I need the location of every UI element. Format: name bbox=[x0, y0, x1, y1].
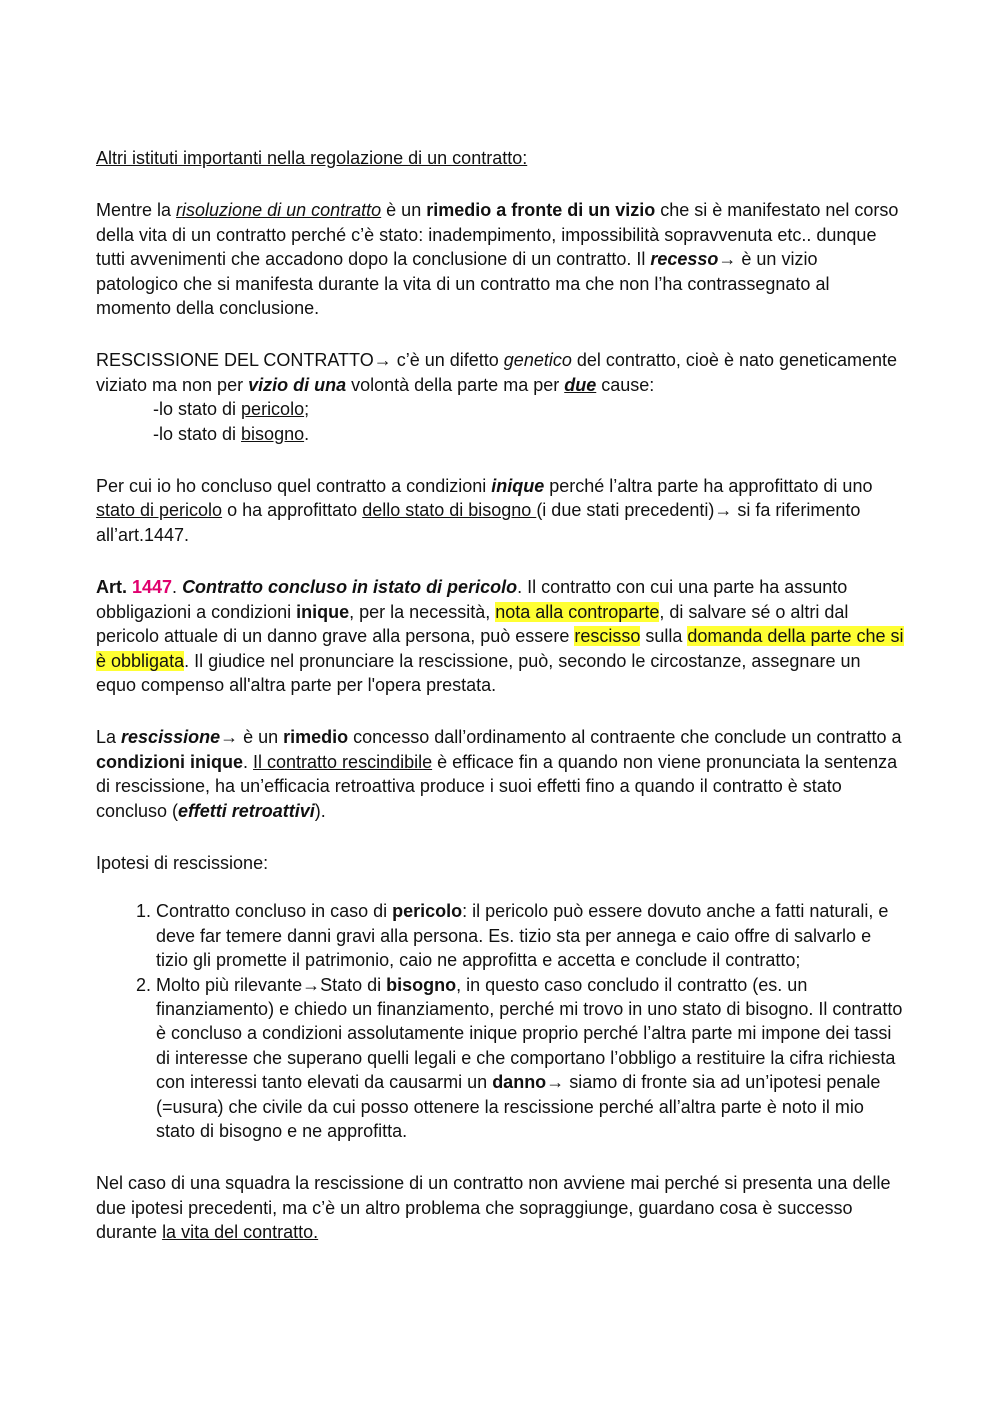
term-rescissione-del-contratto: RESCISSIONE DEL CONTRATTO bbox=[96, 350, 374, 371]
hypotheses-list bbox=[96, 899, 904, 1143]
article-number: 1447 bbox=[132, 577, 173, 598]
text: ; bbox=[304, 399, 310, 420]
text: . Il contratto con cui una parte ha assunto obbligazioni a condizioni bbox=[96, 577, 848, 622]
text: -lo stato di bbox=[153, 399, 242, 420]
arrow-right-icon: → bbox=[302, 974, 321, 995]
arrow-right-icon: → bbox=[714, 500, 733, 521]
term-rescissione: rescissione bbox=[121, 727, 221, 748]
arrow-right-icon: → bbox=[220, 727, 239, 748]
text: volontà della parte ma per bbox=[346, 374, 565, 395]
cause-item-pericolo bbox=[96, 397, 904, 421]
term-recesso: recesso bbox=[650, 249, 719, 270]
term-vizio-di-una: vizio di una bbox=[248, 374, 347, 395]
list-item-bisogno bbox=[156, 973, 904, 1144]
text: , di salvare sé o altri dal pericolo attuale di un danno grave alla persona, può essere bbox=[96, 601, 849, 647]
text: è un bbox=[238, 727, 284, 748]
term-inique: inique bbox=[491, 476, 545, 497]
text: cause: bbox=[596, 374, 655, 395]
text: è un bbox=[381, 200, 427, 221]
term-condizioni-inique: condizioni inique bbox=[96, 751, 243, 772]
term-risoluzione: risoluzione di un contratto bbox=[176, 200, 382, 221]
highlight-rescisso: rescisso bbox=[574, 626, 641, 647]
text: Nel caso di una squadra la rescissione di un contratto non avviene mai perché si presenta una delle due ipotesi precedenti, ma c’è un altro problema che sopraggiunge, guardano cosa è successo durante bbox=[96, 1173, 891, 1243]
term-pericolo: pericolo bbox=[392, 901, 463, 922]
arrow-right-icon: → bbox=[546, 1072, 565, 1093]
text: perché l’altra parte ha approfittato di uno bbox=[544, 476, 873, 497]
text: La bbox=[96, 727, 122, 748]
text: sulla bbox=[640, 626, 688, 647]
cause-item-bisogno bbox=[96, 422, 904, 446]
text: Molto più rilevante bbox=[156, 974, 303, 995]
paragraph-ipotesi-heading: Ipotesi di rescissione: bbox=[96, 852, 269, 873]
highlight-domanda-della-parte: domanda della parte che si è obbligata bbox=[96, 626, 904, 671]
text: o ha approfittato bbox=[222, 500, 363, 521]
term-bisogno: bisogno bbox=[241, 423, 305, 444]
article-title: Contratto concluso in istato di pericolo bbox=[182, 577, 518, 598]
paragraph-squadra bbox=[96, 1171, 904, 1244]
arrow-right-icon: → bbox=[718, 249, 737, 270]
text: , per la necessità, bbox=[349, 601, 496, 622]
text: si fa riferimento all’art.1447. bbox=[96, 500, 861, 545]
term-danno: danno bbox=[492, 1072, 547, 1093]
text: . bbox=[172, 577, 183, 598]
term-inique: inique bbox=[296, 601, 350, 622]
term-stato-di-pericolo: stato di pericolo bbox=[96, 500, 223, 521]
term-rimedio: rimedio bbox=[283, 727, 349, 748]
arrow-right-icon: → bbox=[373, 350, 392, 371]
article-1447 bbox=[96, 575, 904, 697]
text: Contratto concluso in caso di bbox=[156, 901, 393, 922]
text: concesso dall’ordinamento al contraente che conclude un contratto a bbox=[348, 727, 902, 748]
text: Stato di bbox=[320, 974, 387, 995]
text: : il pericolo può essere dovuto anche a fatti naturali, e deve far temere danni gravi alla persona. Es. tizio sta per annega e caio offre di salvarlo e tizio gli promette il patrimonio, caio ne approfitta e accetta e conclude il contratto; bbox=[156, 901, 889, 971]
term-contratto-rescindibile: Il contratto rescindibile bbox=[253, 751, 433, 772]
text: c’è un difetto bbox=[391, 350, 504, 371]
text: . Il giudice nel pronunciare la rescissione, può, secondo le circostanze, assegnare un equo compenso all'altra parte per l'opera prestata. bbox=[96, 650, 861, 695]
text: . bbox=[243, 751, 254, 772]
text: siamo di fronte sia ad un’ipotesi penale (=usura) che civile da cui posso ottenere la rescissione perché all’altra parte è noto il mio stato di bisogno e ne approfitta. bbox=[156, 1072, 881, 1141]
term-due: due bbox=[564, 374, 597, 395]
text: , in questo caso concludo il contratto (es. un finanziamento) e chiedo un finanziamento, perché mi trovo in uno stato di bisogno. Il contratto è concluso a condizioni assolutamente inique proprio perché l’altra parte mi impone dei tassi di interesse che superano quelli legali e che comportano l’obbligo a restituire la cifra richiesta con interessi tanto elevati da causarmi un bbox=[156, 974, 903, 1093]
section-heading: Altri istituti importanti nella regolazione di un contratto: bbox=[96, 148, 528, 168]
article-label: Art. bbox=[96, 577, 132, 598]
text: ). bbox=[314, 800, 326, 821]
list-item-pericolo bbox=[156, 899, 904, 972]
text: Mentre la bbox=[96, 200, 177, 221]
paragraph-risoluzione bbox=[96, 198, 904, 320]
text: . bbox=[304, 423, 310, 444]
term-rimedio: rimedio a fronte di un vizio bbox=[426, 200, 656, 221]
text: del contratto, cioè è nato geneticamente viziato ma non per bbox=[96, 350, 898, 395]
term-bisogno: bisogno bbox=[386, 974, 457, 995]
text: (i due stati precedenti) bbox=[536, 500, 715, 521]
text: -lo stato di bbox=[153, 423, 242, 444]
text: è un vizio patologico che si manifesta durante la vita di un contratto ma che non l’ha contrassegnato al momento della conclusione. bbox=[96, 249, 830, 319]
text: Per cui io ho concluso quel contratto a condizioni bbox=[96, 476, 492, 497]
text: è efficace fin a quando non viene pronunciata la sentenza di rescissione, ha un’efficacia retroattiva produce i suoi effetti fino a quando il contratto è stato concluso ( bbox=[96, 751, 898, 821]
text: che si è manifestato nel corso della vita di un contratto perché c’è stato: inadempimento, impossibilità sopravvenuta etc.. dunque tutti avvenimenti che accadono dopo la conclusione di un contratto. Il bbox=[96, 200, 899, 270]
paragraph-condizioni-inique bbox=[96, 474, 904, 547]
highlight-nota-alla-controparte: nota alla controparte bbox=[495, 601, 660, 622]
term-pericolo: pericolo bbox=[241, 399, 305, 420]
term-genetico: genetico bbox=[503, 350, 572, 371]
paragraph-rescissione-intro bbox=[96, 348, 904, 397]
term-stato-di-bisogno: dello stato di bisogno bbox=[362, 500, 537, 521]
term-vita-del-contratto: la vita del contratto. bbox=[162, 1222, 319, 1243]
term-effetti-retroattivi: effetti retroattivi bbox=[178, 800, 315, 821]
paragraph-rescissione-rimedio bbox=[96, 725, 904, 823]
